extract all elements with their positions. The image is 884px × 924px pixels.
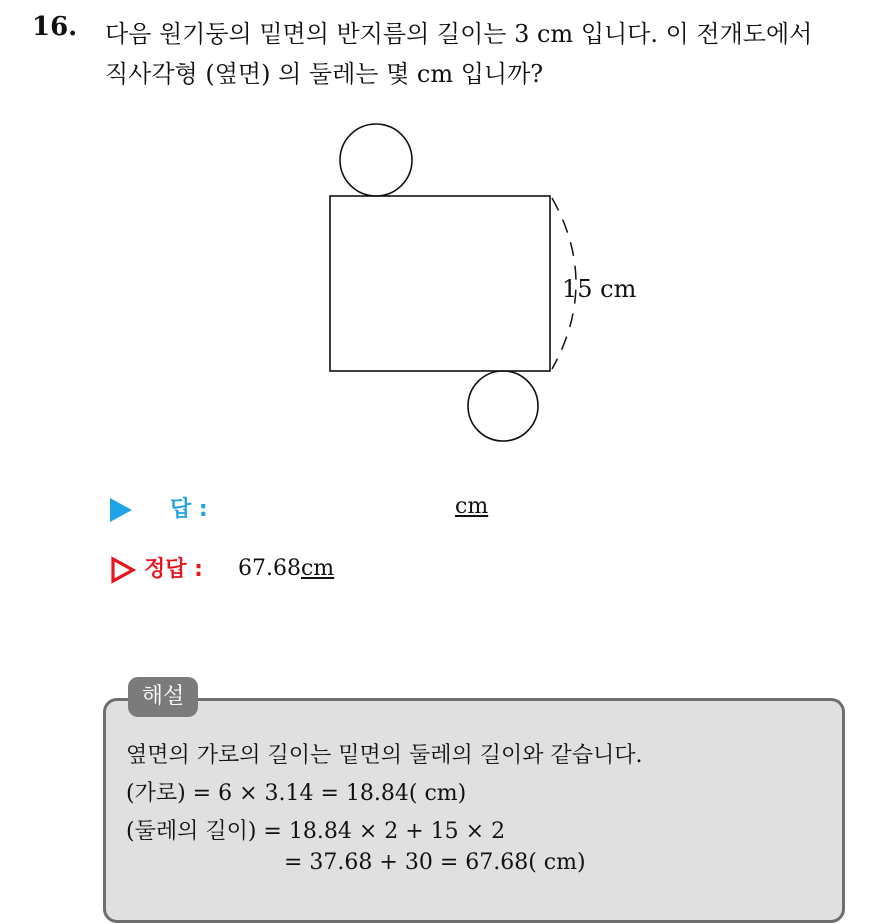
top-base-circle bbox=[340, 124, 412, 196]
explanation-tab: 해설 bbox=[128, 677, 198, 717]
question-number: 16. bbox=[32, 12, 78, 42]
answer-label: 답 : bbox=[170, 497, 208, 522]
question-text-line-1: 다음 원기둥의 밑면의 반지름의 길이는 3 cm 입니다. 이 전개도에서 bbox=[105, 20, 813, 48]
explanation-box bbox=[103, 698, 845, 923]
bottom-base-circle bbox=[468, 371, 538, 441]
lateral-rectangle bbox=[330, 196, 550, 371]
answer-row bbox=[110, 492, 208, 523]
question-text-line-2: 직사각형 (옆면) 의 둘레는 몇 cm 입니까? bbox=[105, 60, 544, 88]
explanation-line-1: 옆면의 가로의 길이는 밑면의 둘레의 길이와 같습니다. bbox=[126, 743, 643, 768]
correct-answer-unit: cm bbox=[300, 556, 335, 581]
explanation-line-4: = 37.68 + 30 = 67.68( cm) bbox=[284, 850, 586, 875]
explanation-line-2: (가로) = 6 × 3.14 = 18.84( cm) bbox=[126, 781, 467, 806]
answer-unit: cm bbox=[455, 494, 489, 519]
correct-answer-row bbox=[110, 552, 203, 584]
correct-answer-label: 정답 : bbox=[144, 557, 203, 582]
correct-answer-number: 67.68 bbox=[238, 556, 301, 581]
explanation-line-3: (둘레의 길이) = 18.84 × 2 + 15 × 2 bbox=[126, 819, 506, 844]
outline-arrow-icon bbox=[110, 556, 136, 584]
correct-answer-value bbox=[238, 556, 334, 581]
play-arrow-icon bbox=[110, 498, 132, 522]
height-label: 15 cm bbox=[562, 275, 637, 303]
